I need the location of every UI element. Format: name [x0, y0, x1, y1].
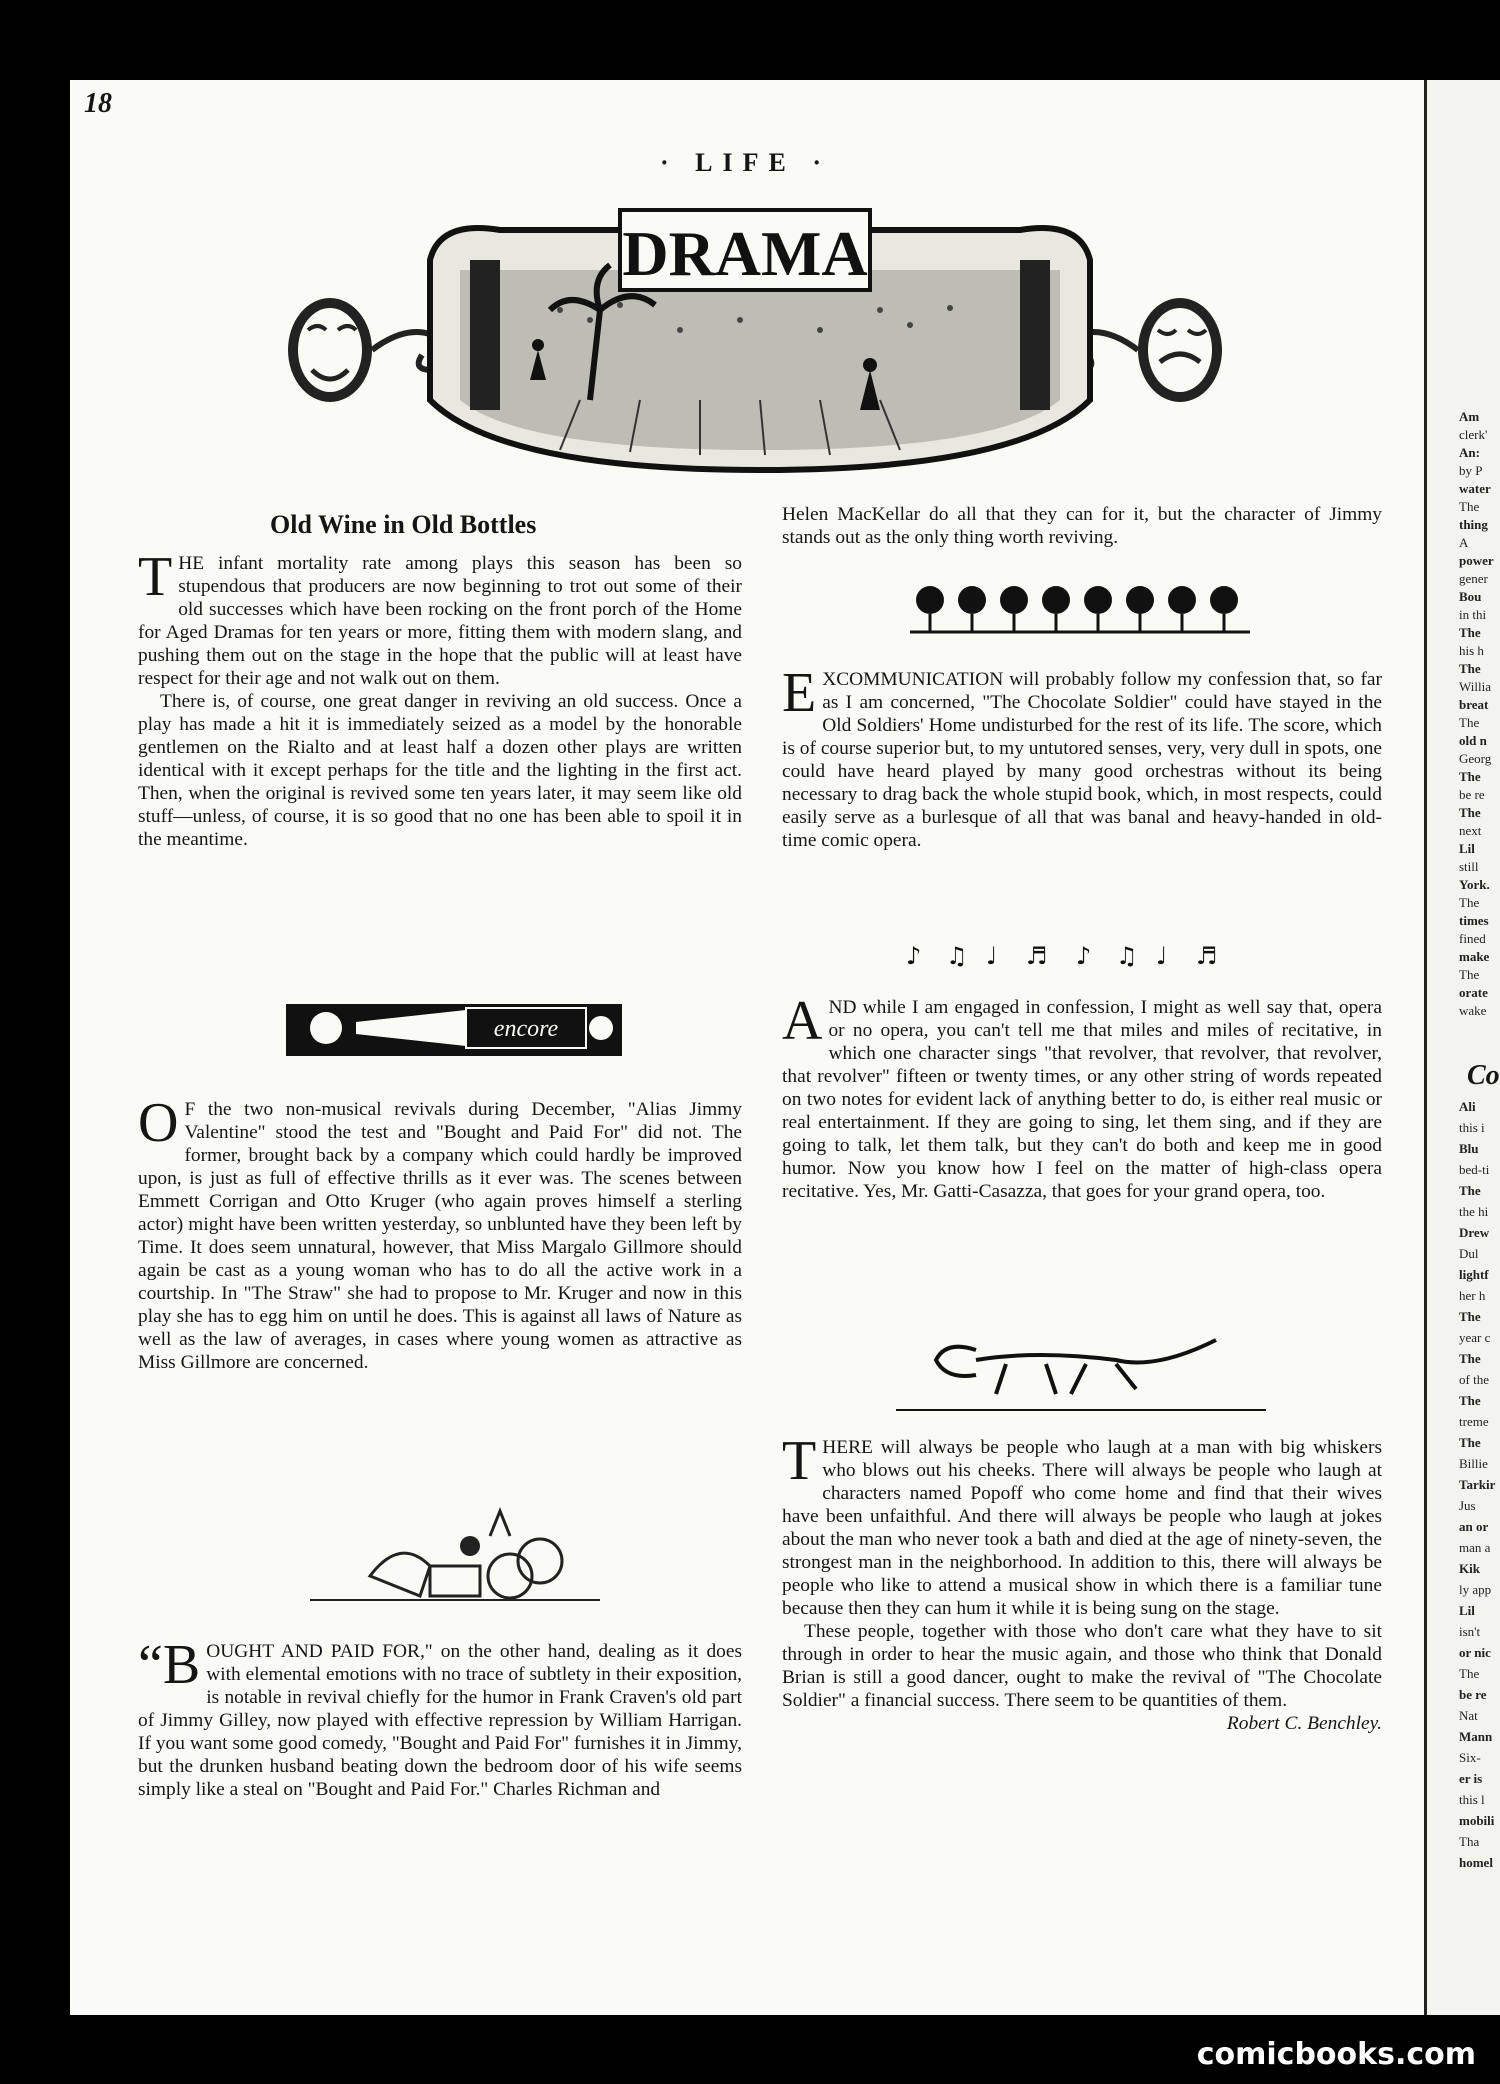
adjacent-page-text: wake	[1459, 1003, 1487, 1018]
encore-label: encore	[493, 1016, 559, 1042]
adjacent-page-text: times	[1459, 913, 1489, 928]
adjacent-page-text: thing	[1459, 517, 1488, 532]
adjacent-page-text: The	[1459, 1351, 1481, 1366]
adjacent-page-text: by P	[1459, 463, 1483, 478]
section-title: DRAMA	[622, 218, 868, 289]
drop-cap: O	[138, 1092, 179, 1154]
drop-cap: A	[782, 990, 823, 1052]
adjacent-page-text: Drew	[1459, 1225, 1490, 1240]
paragraph-6: EXCOMMUNICATION will probably follow my confession that, so far as I am concerned, "The Chocolate Soldier" could have stayed in the Old Soldiers' Home undisturbed for the rest of its life. The score, which is of course superior but, to my untutored senses, very, very dull in spots, one could have heard played by many good orchestras without its being necessary to drag back the whole stupid book, which, in most respects, could easily serve as a burlesque of all that was banal and heavy-handed in old-time comic opera.	[782, 662, 1382, 851]
svg-text:♪: ♪	[1076, 942, 1092, 970]
adjacent-page-text: still	[1459, 859, 1479, 874]
adjacent-page-text: The	[1459, 967, 1480, 982]
paragraph-4: “BOUGHT AND PAID FOR," on the other hand, dealing as it does with elemental emotions with no trace of subtlety in their exposition, is notable in revival chiefly for the humor in Frank Craven's old part of Jimmy Gilley, now played with effective repression by William Harrigan. If you want some good comedy, "Bought and Paid For" furnishes it in Jimmy, but the drunken husband beating down the bedroom door of his wife seems simply like a steal on "Bought and Paid For." Charles Richman and	[138, 1634, 742, 1800]
paragraph-5: Helen MacKellar do all that they can for it, but the character of Jimmy stands out as the only thing worth reviving.	[782, 504, 1382, 548]
adjacent-page-text: year c	[1459, 1330, 1491, 1345]
adjacent-page-text: Lil	[1459, 1603, 1475, 1618]
column-2-section-3	[782, 990, 1382, 1203]
adjacent-page-text: A	[1459, 535, 1469, 550]
music-notes-ornament	[906, 940, 1256, 970]
adjacent-page-text: the hi	[1459, 1204, 1489, 1219]
adjacent-page-text: treme	[1459, 1414, 1489, 1429]
svg-text:♪: ♪	[906, 942, 922, 970]
adjacent-page-text: The	[1459, 661, 1481, 676]
adjacent-page-text: Billie	[1459, 1456, 1488, 1471]
adjacent-page-text: Blu	[1459, 1141, 1479, 1156]
adjacent-page-text: The	[1459, 769, 1481, 784]
svg-text:♩: ♩	[1156, 942, 1168, 970]
adjacent-page-text: Kik	[1459, 1561, 1480, 1576]
adjacent-page-strip	[1424, 80, 1500, 2015]
adjacent-page-text: next	[1459, 823, 1482, 838]
adjacent-page-text: man a	[1459, 1540, 1491, 1555]
page-number: 18	[84, 88, 112, 119]
adjacent-page-text: The	[1459, 499, 1480, 514]
adjacent-page-text: isn't	[1459, 1624, 1481, 1639]
adjacent-page-text: York.	[1459, 877, 1490, 892]
adjacent-page-text: ly app	[1459, 1582, 1492, 1597]
adjacent-page-text: Jus	[1459, 1498, 1476, 1513]
column-2-top	[782, 503, 1382, 549]
adjacent-page-text: water	[1459, 481, 1491, 496]
adjacent-page-text: The	[1459, 1666, 1480, 1681]
adjacent-page-text: homel	[1459, 1855, 1493, 1870]
adjacent-page-text: Lil	[1459, 841, 1475, 856]
adjacent-page-text: breat	[1459, 697, 1489, 712]
adjacent-page-text: her h	[1459, 1288, 1486, 1303]
adjacent-page-text: The	[1459, 1183, 1481, 1198]
column-1-middle	[138, 1092, 742, 1374]
adjacent-page-text: mobili	[1459, 1813, 1495, 1828]
adjacent-page-text: The	[1459, 715, 1480, 730]
adjacent-page-text: power	[1459, 553, 1494, 568]
adjacent-page-text: The	[1459, 1435, 1481, 1450]
paragraph-9: These people, together with those who don't care what they have to sit through in order to hear the music again, and those who think that Donald Brian is still a good dancer, ought to make the revival of "The Chocolate Soldier" a financial success. There seem to be quantities of them. Robert C. Benchley.	[782, 1621, 1382, 1734]
chorus-line-illustration	[910, 580, 1250, 640]
drama-masthead-illustration	[260, 200, 1260, 480]
adjacent-page-text: or nic	[1459, 1645, 1491, 1660]
tragedy-mask-icon	[288, 298, 450, 402]
drop-cap: T	[138, 546, 173, 608]
adjacent-page-text: Six-	[1459, 1750, 1481, 1765]
column-1-top	[138, 546, 742, 851]
adjacent-page-text: bed-ti	[1459, 1162, 1490, 1177]
adjacent-page-text: gener	[1459, 571, 1488, 586]
svg-text:♫: ♫	[1116, 942, 1138, 970]
adjacent-page-text: this i	[1459, 1120, 1485, 1135]
paragraph-7: AND while I am engaged in confession, I might as well say that, opera or no opera, you can't tell me that miles and miles of recitative, in which one character sings "that revolver, that revolver, that revolver, that revolver" fifteen or twenty times, or any other string of words repeated on two notes for evident lack of anything better to do, is either real music or real entertainment. If they are going to sing, let them sing, and if they are going to talk, let them talk, but they can't do both and keep me in good humor. Now you know how I feel on the matter of high-class opera recitative. Yes, Mr. Gatti-Casazza, that goes for your grand opera, too.	[782, 990, 1382, 1202]
adjacent-page-text: make	[1459, 949, 1490, 964]
article-headline: Old Wine in Old Bottles	[270, 510, 537, 539]
column-2-section-2	[782, 662, 1382, 852]
paragraph-2: There is, of course, one great danger in reviving an old success. Once a play has made a hit it is immediately seized as a model by the honorable gentlemen on the Rialto and at least half a dozen other plays are written identical with it except perhaps for the title and the lighting in the first act. Then, when the original is revived some ten years later, it may seem like old stuff—unless, of course, it is so good that no one has been able to spoil it in the meantime.	[138, 691, 742, 850]
watermark-logo: comicbooks.com	[1196, 2037, 1476, 2072]
paragraph-3: O F the two non-musical revivals during December, "Alias Jimmy Valentine" stood the test and "Bought and Paid For" did not. The former, brought back by a company which could hardly be improved upon, is just as full of effective thrills as it ever was. The scenes between Emmett Corrigan and Otto Kruger (who again proves himself a sterling actor) might have been written yesterday, so unblunted have they been left by Time. It does seem unnatural, however, that Miss Margalo Gillmore should again be cast as a young woman who has to do all the active work in a courtship. In "The Straw" she had to propose to Mr. Kruger and now in this play she has to egg him on until he does. This is against all laws of Nature as well as the law of averages, in cases where young women as attractive as Miss Gillmore are concerned.	[138, 1092, 742, 1373]
adjacent-page-text: Dul	[1459, 1246, 1479, 1261]
adjacent-page-text: Tha	[1459, 1834, 1480, 1849]
adjacent-page-text: Mann	[1459, 1729, 1493, 1744]
clutter-illustration	[310, 1506, 600, 1606]
column-1-bottom	[138, 1634, 742, 1801]
adjacent-page-text: be re	[1459, 1687, 1487, 1702]
adjacent-page-text: clerk'	[1459, 427, 1488, 442]
svg-text:♫: ♫	[946, 942, 968, 970]
svg-text:♬: ♬	[1026, 942, 1048, 970]
paragraph-8: THERE will always be people who laugh at a man with big whiskers who blows out his cheeks. There will always be people who laugh at characters named Popoff who come home and find that their wives have been unfaithful. And there will always be people who laugh at jokes about the man who never took a bath and died at the age of ninety-seven, the strongest man in the neighborhood. In addition to this, there will always be people who like to attend a musical show in which there is a familiar tune because then they can hum it while it is being sung on the stage.	[782, 1430, 1382, 1619]
magazine-title: · LIFE ·	[660, 148, 832, 177]
adjacent-page-text: an or	[1459, 1519, 1489, 1534]
drop-cap: E	[782, 662, 817, 724]
adjacent-page-text: er is	[1459, 1771, 1483, 1786]
adjacent-page-text: of the	[1459, 1372, 1489, 1387]
adjacent-page-text: in thi	[1459, 607, 1487, 622]
drop-cap: T	[782, 1430, 817, 1492]
adjacent-page-text: this l	[1459, 1792, 1485, 1807]
adjacent-page-text: The	[1459, 1393, 1481, 1408]
adjacent-page-heading: Co	[1467, 1060, 1500, 1091]
adjacent-page-text: An:	[1459, 445, 1480, 460]
adjacent-page-text: Am	[1459, 409, 1480, 424]
adjacent-page-text: The	[1459, 625, 1481, 640]
adjacent-page-text: The	[1459, 805, 1481, 820]
adjacent-page-text: old n	[1459, 733, 1487, 748]
adjacent-page-text: orate	[1459, 985, 1488, 1000]
adjacent-page-text: fined	[1459, 931, 1486, 946]
adjacent-page-text: Willia	[1459, 679, 1491, 694]
paragraph-1: THE infant mortality rate among plays this season has been so stupendous that producers are now beginning to trot out some of their old successes which have been rocking on the front porch of the Home for Aged Dramas for ten years or more, fitting them with modern slang, and pushing them out on the stage in the hope that the public will at least have respect for their age and not walk out on them.	[138, 546, 742, 689]
adjacent-page-text: Georg	[1459, 751, 1492, 766]
author-signature: Robert C. Benchley.	[1226, 1713, 1382, 1734]
svg-text:♬: ♬	[1196, 942, 1218, 970]
adjacent-page-text: Bou	[1459, 589, 1482, 604]
adjacent-page-text: lightf	[1459, 1267, 1489, 1282]
column-2-bottom	[782, 1430, 1382, 1735]
creature-illustration	[896, 1320, 1266, 1420]
adjacent-page-text: Ali	[1459, 1099, 1476, 1114]
adjacent-page-text: Tarkir	[1459, 1477, 1496, 1492]
adjacent-page-text: his h	[1459, 643, 1484, 658]
svg-text:♩: ♩	[986, 942, 998, 970]
encore-illustration	[286, 1000, 622, 1060]
adjacent-page-text: The	[1459, 895, 1480, 910]
drop-cap: “B	[138, 1634, 201, 1696]
adjacent-page-text: be re	[1459, 787, 1485, 802]
adjacent-page-text: Nat	[1459, 1708, 1478, 1723]
adjacent-page-text: The	[1459, 1309, 1481, 1324]
